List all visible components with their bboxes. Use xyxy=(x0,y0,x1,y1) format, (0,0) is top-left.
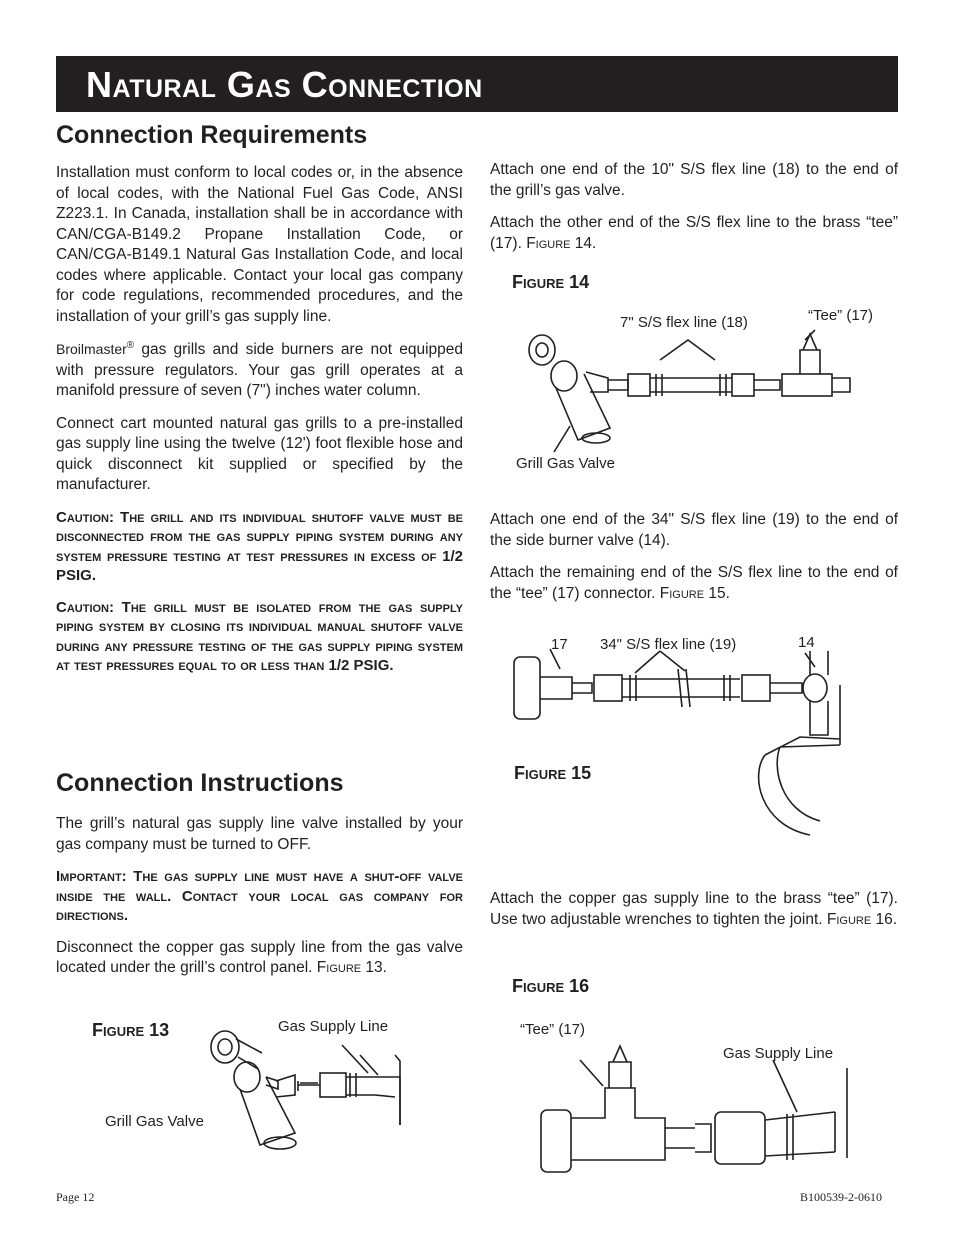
right-paragraph-1: Attach one end of the 10" S/S flex line (18) to the end of the grill’s gas valve. xyxy=(490,161,898,199)
requirements-paragraph-1: Installation must conform to local codes or, in the absence of local codes, with the National Fuel Gas Code, ANSI Z223.1. In Canada, installation shall be in accordance with CAN/CGA-B149.2 Propane Installation Code, or CAN/CGA-B149.1 Natural Gas Installation Code, and local codes where applicable. Contact your local gas company for code regulations, recommended procedures, and the installation of your grill’s gas supply line. xyxy=(56,164,463,325)
right-column-top xyxy=(490,160,898,266)
figure-ref-14: Figure xyxy=(526,234,571,252)
requirements-paragraph-2 xyxy=(56,339,463,402)
right-paragraph-4-text: Attach the remaining end of the S/S flex line to the end of the “tee” (17) connector. xyxy=(490,564,898,602)
important-note: Important: The gas supply line must have a shut-off valve inside the wall. Contact your local gas company for directions. xyxy=(56,868,463,924)
figure-15-part-14-label: 14 xyxy=(798,634,815,651)
right-paragraph-5-text: Attach the copper gas supply line to the brass “tee” (17). Use two adjustable wrenches to tighten the joint. xyxy=(490,890,898,928)
instructions-heading: Connection Instructions xyxy=(56,769,344,797)
right-paragraph-2-text: Attach the other end of the S/S flex line to the brass “tee” (17). xyxy=(490,214,898,252)
figure-15-diagram xyxy=(510,655,860,840)
figure-15-label: Figure 15 xyxy=(514,763,592,783)
figure-ref-16-number: 16. xyxy=(871,910,898,928)
figure-ref-14-number: 14. xyxy=(570,234,597,252)
figure-16-diagram xyxy=(535,1040,860,1175)
right-paragraph-4 xyxy=(490,563,898,604)
page-title: Natural Gas Connection xyxy=(86,64,483,105)
instructions-paragraph-1: The grill’s natural gas supply line valve installed by your gas company must be turned to OFF. xyxy=(56,815,463,853)
figure-ref-15-number: 15. xyxy=(704,584,730,602)
figure-14-flex-line-label: 7" S/S flex line (18) xyxy=(620,314,748,331)
document-code: B100539-2-0610 xyxy=(800,1190,882,1204)
figure-16-gas-supply-line-label: Gas Supply Line xyxy=(723,1045,834,1062)
caution-2: Caution: The grill must be isolated from the gas supply piping system by closing its individual manual shutoff valve during any pressure testing of the gas supply piping system at test pressures equal to or less than 1/2 PSIG. xyxy=(56,598,463,674)
figure-13-grill-gas-valve-label: Grill Gas Valve xyxy=(105,1113,204,1130)
figure-14-diagram xyxy=(520,330,880,455)
right-paragraph-3: Attach one end of the 34" S/S flex line (19) to the end of the side burner valve (14). xyxy=(490,511,898,549)
right-paragraph-2 xyxy=(490,213,898,254)
right-column-bottom xyxy=(490,889,898,942)
figure-16-label: Figure 16 xyxy=(512,976,590,996)
figure-13-gas-supply-line-label: Gas Supply Line xyxy=(278,1018,389,1035)
right-column-middle xyxy=(490,510,898,616)
caution-1: Caution: The grill and its individual shutoff valve must be disconnected from the gas supply piping system during any system pressure testing at test pressures in excess of 1/2 PSIG. xyxy=(56,508,463,584)
figure-14-label: Figure 14 xyxy=(512,272,590,292)
figure-ref-16: Figure xyxy=(826,910,872,928)
brand-name: Broilmaster xyxy=(56,341,127,357)
figure-15-part-17-label: 17 xyxy=(551,636,568,653)
registered-mark: ® xyxy=(126,339,135,351)
title-banner xyxy=(56,56,898,112)
requirements-paragraph-3: Connect cart mounted natural gas grills to a pre-installed gas supply line using the twelve (12') foot flexible hose and quick disconnect kit supplied or specified by the manufacturer. xyxy=(56,414,463,493)
figure-16-tee-label: “Tee” (17) xyxy=(520,1021,586,1038)
figure-ref-15: Figure xyxy=(659,584,705,602)
right-paragraph-5 xyxy=(490,889,898,930)
requirements-section xyxy=(56,163,463,688)
figure-14-grill-gas-valve-label: Grill Gas Valve xyxy=(516,455,615,472)
figure-ref-13: Figure xyxy=(316,959,362,976)
figure-14-tee-label: “Tee” (17) xyxy=(808,307,874,324)
page-number: Page 12 xyxy=(56,1190,95,1204)
requirements-heading: Connection Requirements xyxy=(56,121,368,149)
instructions-paragraph-2 xyxy=(56,938,463,979)
figure-ref-13-number: 13. xyxy=(361,959,387,976)
instructions-section xyxy=(56,814,463,991)
figure-13-label: Figure 13 xyxy=(92,1020,170,1040)
figure-13-diagram xyxy=(200,1025,410,1165)
figure-15-flex-line-label: 34" S/S flex line (19) xyxy=(600,636,737,653)
instructions-paragraph-2-text: Disconnect the copper gas supply line from the gas valve located under the grill’s control panel. xyxy=(56,938,463,976)
requirements-paragraph-2-text: gas grills and side burners are not equipped with pressure regulators. Your gas grill operates at a manifold pressure of seven (7") inches water column. xyxy=(56,341,463,399)
